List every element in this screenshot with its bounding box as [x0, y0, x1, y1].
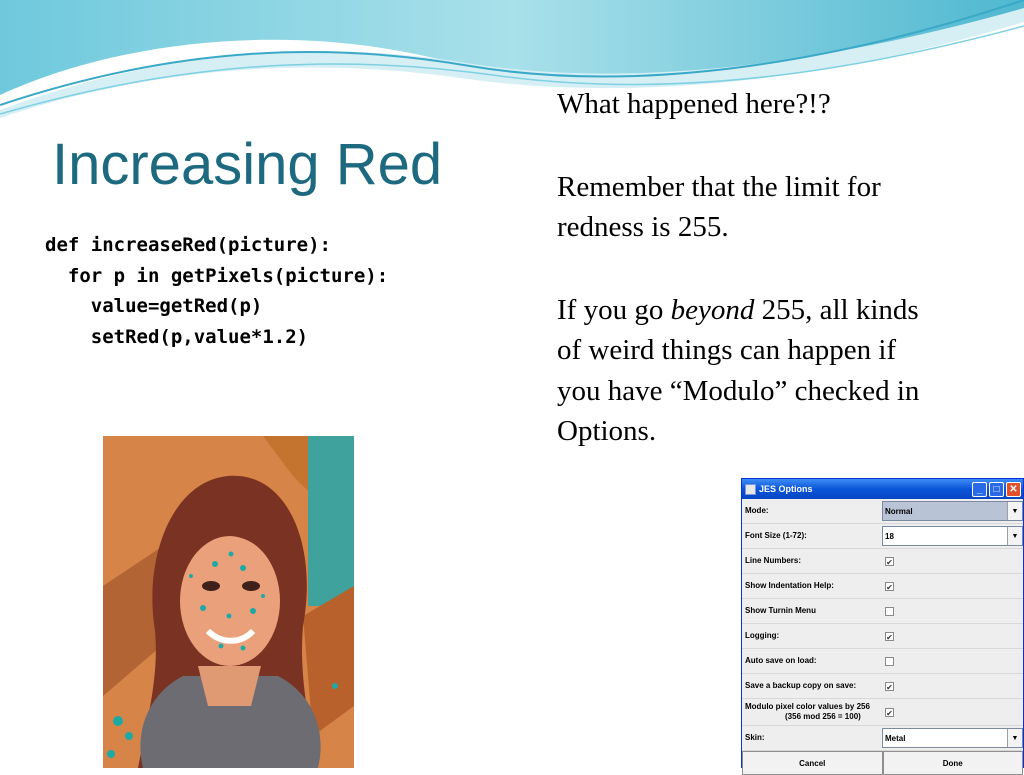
question-text: What happened here?!? [557, 88, 831, 120]
mode-label: Mode: [745, 506, 769, 515]
turnin-label: Show Turnin Menu [745, 606, 816, 615]
code-line: value=getRed(p) [45, 295, 263, 317]
chevron-down-icon[interactable]: ▼ [1007, 527, 1022, 545]
beyond-emphasis: beyond [670, 293, 755, 326]
mode-select[interactable]: Normal ▼ [882, 501, 1023, 521]
option-row-autosave [742, 649, 1023, 674]
line-numbers-label: Line Numbers: [745, 556, 802, 565]
code-block [45, 230, 388, 352]
cancel-button[interactable]: Cancel [742, 751, 883, 775]
autosave-label: Auto save on load: [745, 656, 817, 665]
dialog-buttons [742, 751, 1023, 775]
red-increased-photo [103, 436, 354, 768]
dialog-body [742, 499, 1023, 775]
skin-label: Skin: [745, 733, 765, 742]
option-row-modulo [742, 699, 1023, 726]
option-row-line-numbers [742, 549, 1023, 574]
close-icon[interactable]: ✕ [1006, 482, 1021, 497]
line-numbers-checkbox[interactable]: ✔ [886, 557, 893, 567]
code-line: setRed(p,value*1.2) [45, 325, 309, 348]
minimize-icon[interactable]: _ [972, 482, 987, 497]
option-row-turnin [742, 599, 1023, 624]
option-row-font-size [742, 524, 1023, 549]
jes-options-dialog [741, 478, 1024, 768]
code-line: def increaseRed(picture): [45, 234, 331, 256]
explanation-text [557, 84, 932, 452]
autosave-checkbox[interactable] [885, 657, 894, 666]
maximize-icon[interactable]: □ [989, 482, 1004, 497]
chevron-down-icon[interactable]: ▼ [1007, 729, 1022, 747]
done-button[interactable]: Done [883, 751, 1024, 775]
skin-select[interactable]: Metal ▼ [882, 728, 1023, 748]
app-icon [745, 484, 756, 495]
font-size-label: Font Size (1-72): [745, 531, 807, 540]
indentation-label: Show Indentation Help: [745, 581, 834, 590]
logging-checkbox[interactable]: ✔ [886, 632, 893, 642]
font-size-select[interactable]: 18 ▼ [882, 526, 1023, 546]
backup-label: Save a backup copy on save: [745, 681, 857, 690]
backup-checkbox[interactable]: ✔ [886, 682, 893, 692]
slide-title: Increasing Red [52, 132, 443, 197]
modulo-example: (356 mod 256 = 100) [785, 712, 861, 721]
turnin-checkbox[interactable] [885, 607, 894, 616]
indentation-checkbox[interactable]: ✔ [886, 582, 893, 592]
modulo-label: Modulo pixel color values by 256 (356 mod 256 = 100) [742, 702, 882, 722]
dialog-title-bar[interactable] [742, 479, 1023, 499]
code-line: for p in getPixels(picture): [45, 264, 389, 287]
logging-label: Logging: [745, 631, 780, 640]
option-row-logging [742, 624, 1023, 649]
limit-text: Remember that the limit for redness is 255. [557, 170, 881, 243]
option-row-skin [742, 726, 1023, 751]
option-row-backup [742, 674, 1023, 699]
dialog-title: JES Options [759, 484, 813, 494]
option-row-indentation [742, 574, 1023, 599]
option-row-mode [742, 499, 1023, 524]
chevron-down-icon[interactable]: ▼ [1007, 502, 1022, 520]
beyond-text: If you go beyond 255, all kinds of weird things can happen if you have “Modulo” checked in Options. [557, 293, 920, 447]
modulo-checkbox[interactable]: ✔ [886, 708, 893, 718]
